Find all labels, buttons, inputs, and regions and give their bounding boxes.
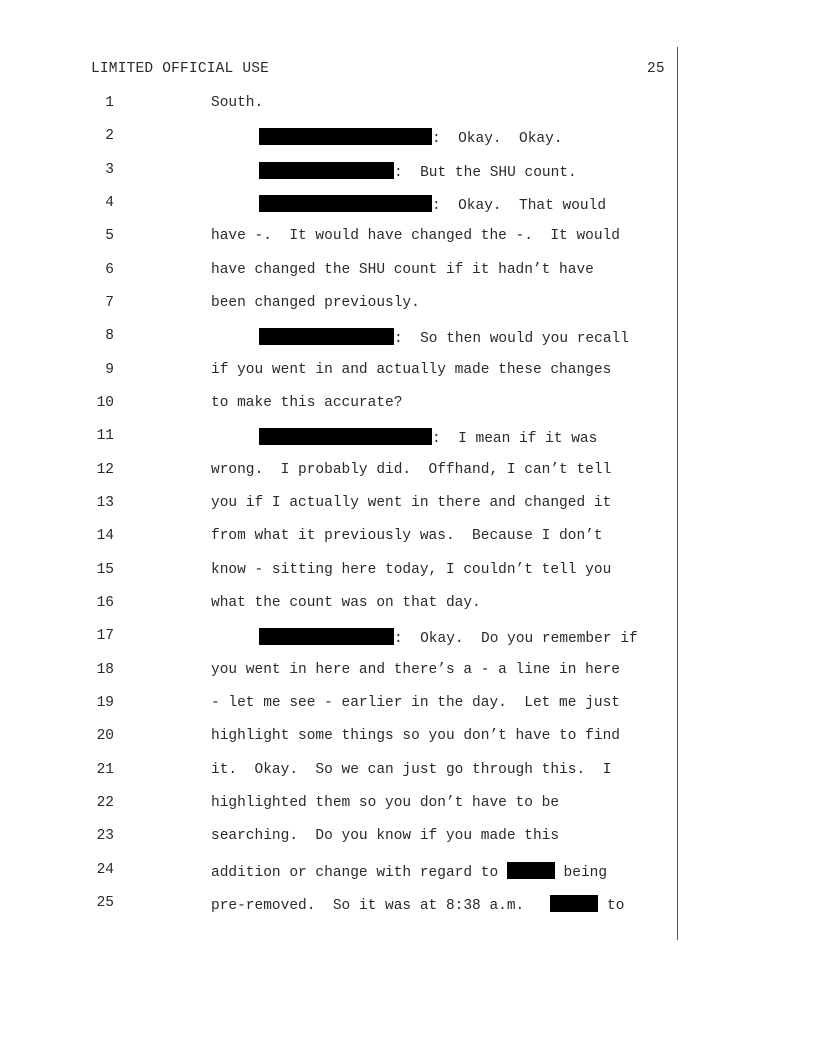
line-text: have changed the SHU count if it hadn’t have [211, 262, 594, 278]
transcript-line [0, 328, 680, 348]
transcript-line [0, 395, 680, 415]
redaction-block [259, 162, 394, 179]
line-number: 20 [96, 728, 114, 744]
line-text: : I mean if it was [432, 431, 598, 447]
line-text: have -. It would have changed the -. It would [211, 228, 620, 244]
line-text: - let me see - earlier in the day. Let me just [211, 695, 620, 711]
transcript-line [0, 728, 680, 748]
line-number: 16 [96, 595, 114, 611]
transcript-line [0, 528, 680, 548]
transcript-line [0, 695, 680, 715]
line-text: pre-removed. So it was at 8:38 a.m. [211, 898, 551, 914]
transcript-line [0, 595, 680, 615]
line-text: you if I actually went in there and changed it [211, 495, 612, 511]
transcript-line [0, 795, 680, 815]
mixed-line [211, 862, 607, 881]
line-text: South. [211, 95, 264, 111]
header-classification: LIMITED OFFICIAL USE [91, 61, 270, 77]
line-text: searching. Do you know if you made this [211, 828, 560, 844]
line-text: : Okay. Do you remember if [394, 631, 638, 647]
line-number: 18 [96, 662, 114, 678]
transcript-line [0, 228, 680, 248]
transcript-line [0, 95, 680, 115]
line-number: 12 [96, 462, 114, 478]
transcript-line [0, 895, 680, 915]
speaker-line [259, 162, 577, 181]
transcript-line [0, 462, 680, 482]
line-text: to make this accurate? [211, 395, 403, 411]
line-number: 24 [96, 862, 114, 878]
line-text: been changed previously. [211, 295, 420, 311]
transcript-line [0, 862, 680, 882]
line-number: 19 [96, 695, 114, 711]
redaction-block [550, 895, 598, 912]
line-text: addition or change with regard to [211, 865, 507, 881]
transcript-line [0, 562, 680, 582]
line-number: 11 [96, 428, 114, 444]
line-text: you went in here and there’s a - a line in here [211, 662, 620, 678]
transcript-line [0, 628, 680, 648]
redaction-block [259, 328, 394, 345]
speaker-line [259, 128, 563, 147]
mixed-line [211, 895, 624, 914]
transcript-line [0, 262, 680, 282]
transcript-line [0, 495, 680, 515]
line-number: 22 [96, 795, 114, 811]
transcript-line [0, 128, 680, 148]
line-text: wrong. I probably did. Offhand, I can’t tell [211, 462, 612, 478]
transcript-line [0, 162, 680, 182]
line-text: highlight some things so you don’t have to find [211, 728, 620, 744]
line-number: 7 [105, 295, 114, 311]
line-number: 23 [96, 828, 114, 844]
line-number: 14 [96, 528, 114, 544]
line-number: 2 [105, 128, 114, 144]
line-number: 1 [105, 95, 114, 111]
line-text: highlighted them so you don’t have to be [211, 795, 560, 811]
line-text: being [554, 865, 608, 881]
line-number: 9 [105, 362, 114, 378]
line-text: to [598, 898, 625, 914]
page-number: 25 [647, 61, 665, 77]
speaker-line [259, 195, 606, 214]
speaker-line [259, 428, 597, 447]
redaction-block [259, 428, 432, 445]
line-number: 6 [105, 262, 114, 278]
line-text: : Okay. Okay. [432, 131, 563, 147]
line-number: 8 [105, 328, 114, 344]
line-number: 3 [105, 162, 114, 178]
transcript-line [0, 828, 680, 848]
line-text: if you went in and actually made these changes [211, 362, 612, 378]
transcript-line [0, 762, 680, 782]
line-number: 25 [96, 895, 114, 911]
transcript-line [0, 662, 680, 682]
line-number: 4 [105, 195, 114, 211]
speaker-line [259, 328, 629, 347]
line-text: know - sitting here today, I couldn’t tell you [211, 562, 612, 578]
line-number: 17 [96, 628, 114, 644]
transcript-line [0, 195, 680, 215]
line-number: 15 [96, 562, 114, 578]
line-number: 21 [96, 762, 114, 778]
transcript-line [0, 428, 680, 448]
line-text: : But the SHU count. [394, 165, 577, 181]
redaction-block [259, 128, 432, 145]
line-text: : So then would you recall [394, 331, 629, 347]
line-text: : Okay. That would [432, 198, 607, 214]
line-text: it. Okay. So we can just go through this. I [211, 762, 612, 778]
line-number: 5 [105, 228, 114, 244]
line-number: 10 [96, 395, 114, 411]
speaker-line [259, 628, 638, 647]
line-number: 13 [96, 495, 114, 511]
redaction-block [259, 628, 394, 645]
redaction-block [259, 195, 432, 212]
redaction-block [507, 862, 555, 879]
transcript-line [0, 295, 680, 315]
transcript-line [0, 362, 680, 382]
line-text: what the count was on that day. [211, 595, 481, 611]
line-text: from what it previously was. Because I don’t [211, 528, 603, 544]
